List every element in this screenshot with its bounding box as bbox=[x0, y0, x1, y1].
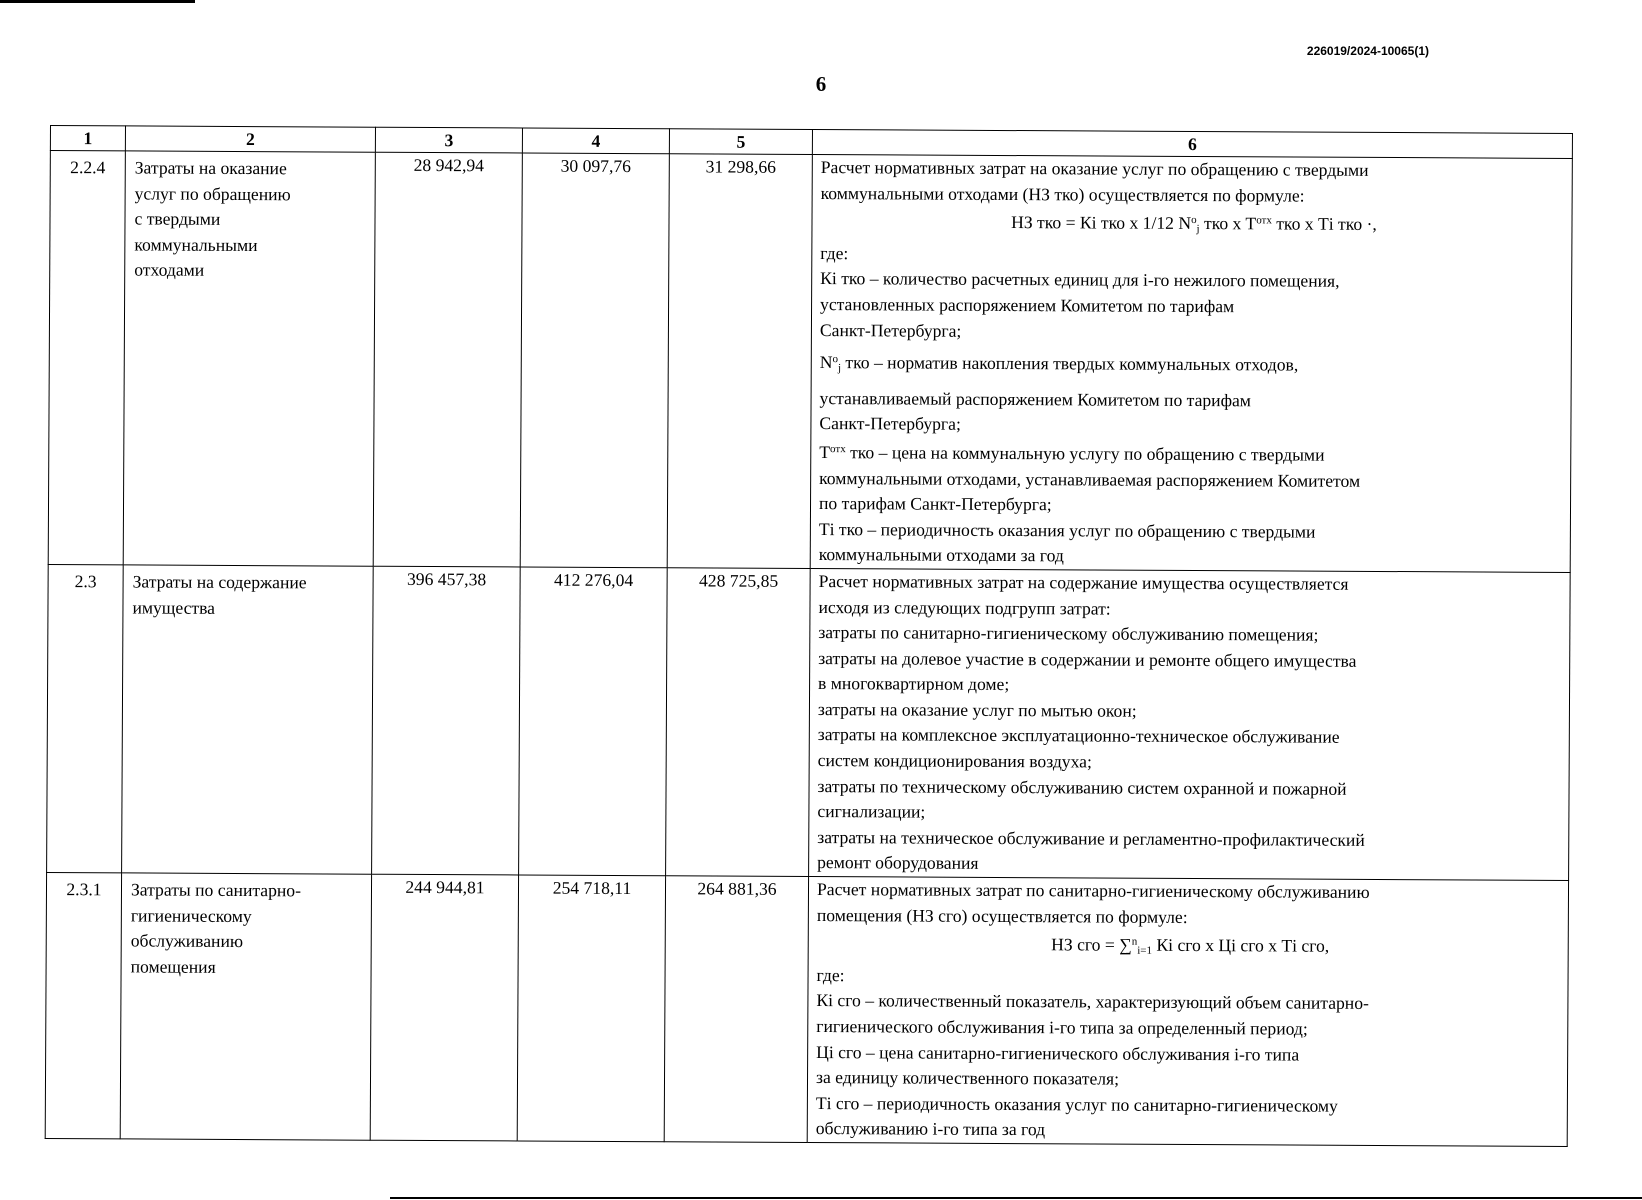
column-header: 5 bbox=[669, 129, 812, 155]
formula: НЗ сго = ∑$^n_{i=1}$ Кi сго x Цi сго x Тi сго, bbox=[1051, 934, 1330, 958]
item-number: 2.2.4 bbox=[48, 151, 125, 565]
item-name: Затраты на оказание услуг по обращению с твердыми коммунальными отходами bbox=[123, 151, 375, 566]
scan-edge-line-bottom bbox=[390, 1197, 1642, 1199]
item-description: Расчет нормативных затрат на оказание услуг по обращению с твердыми коммунальными отходами (НЗ тко) осуществляется по формуле: НЗ тко = Кi тко x 1/12 $N^o_j$ тко x $T^{отх}$ тко x Тi тко ·, где: Кi тко – количество расчетных единиц для i-го нежилого помещения, установленных распоряжением Комитетом по тарифам Санкт-Петербурга; $N^o_j$ тко – норматив накопления твердых коммунальных отходов, устанавливаемый распоряжением Комитетом по тарифам Санкт-Петербурга; $T^{отх}$ тко – цена на коммунальную услугу по обращению с твердыми коммунальными отходами, устанавливаемая распоряжением Комитетом по тарифам Санкт-Петербурга; Тi тко – периодичность оказания услуг по обращению с твердыми коммунальными отходами за год bbox=[810, 154, 1572, 572]
item-number: 2.3 bbox=[47, 564, 124, 873]
item-number: 2.3.1 bbox=[45, 873, 121, 1139]
value-col-4: 30 097,76 bbox=[520, 153, 669, 568]
column-header: 2 bbox=[125, 126, 375, 152]
value-col-3: 396 457,38 bbox=[372, 566, 521, 875]
value-col-5: 264 881,36 bbox=[664, 876, 808, 1143]
page-number: 6 bbox=[815, 72, 827, 96]
table-row bbox=[47, 564, 1571, 880]
value-col-5: 428 725,85 bbox=[666, 568, 811, 877]
value-col-5: 31 298,66 bbox=[667, 154, 812, 569]
document-number: 226019/2024-10065(1) bbox=[1306, 44, 1429, 58]
value-col-4: 254 718,11 bbox=[517, 875, 665, 1142]
formula: НЗ тко = Кi тко x 1/12 $N^o_j$ тко x $T^{отх}$ тко x Тi тко ·, bbox=[1011, 212, 1377, 236]
cost-table bbox=[45, 125, 1573, 1147]
value-col-3: 244 944,81 bbox=[370, 874, 518, 1141]
column-header: 3 bbox=[375, 127, 522, 153]
item-name: Затраты по санитарно- гигиеническому обслуживанию помещения bbox=[120, 873, 371, 1140]
column-header: 1 bbox=[50, 126, 125, 151]
scan-edge-line-top bbox=[0, 0, 195, 3]
item-description: Расчет нормативных затрат на содержание имущества осуществляется исходя из следующих подгрупп затрат: затраты по санитарно-гигиеническому обслуживанию помещения; затраты на долевое участие в содержании и ремонте общего имущества в многоквартирном доме; затраты на оказание услуг по мытью окон; затраты на комплексное эксплуатационно-техническое обслуживание систем кондиционирования воздуха; затраты по техническому обслуживанию систем охранной и пожарной сигнализации; затраты на техническое обслуживание и регламентно-профилактический ремонт оборудования bbox=[809, 568, 1571, 880]
value-col-4: 412 276,04 bbox=[519, 567, 668, 876]
item-name: Затраты на содержание имущества bbox=[122, 565, 374, 874]
column-header: 4 bbox=[522, 128, 669, 154]
value-col-3: 28 942,94 bbox=[373, 152, 522, 567]
item-description: Расчет нормативных затрат по санитарно-гигиеническому обслуживанию помещения (НЗ сго) осуществляется по формуле: НЗ сго = ∑$^n_{i=1}$ Кi сго x Цi сго x Тi сго, где: Кi сго – количественный показатель, характеризующий объем санитарно- гигиенического обслуживания i-го типа за определенный период; Цi сго – цена санитарно-гигиенического обслуживания i-го типа за единицу количественного показателя; Тi сго – периодичность оказания услуг по санитарно-гигиеническому обслуживанию i-го типа за год bbox=[807, 877, 1568, 1147]
table-row bbox=[48, 151, 1572, 573]
table-row bbox=[45, 873, 1568, 1147]
column-header: 6 bbox=[812, 129, 1572, 158]
